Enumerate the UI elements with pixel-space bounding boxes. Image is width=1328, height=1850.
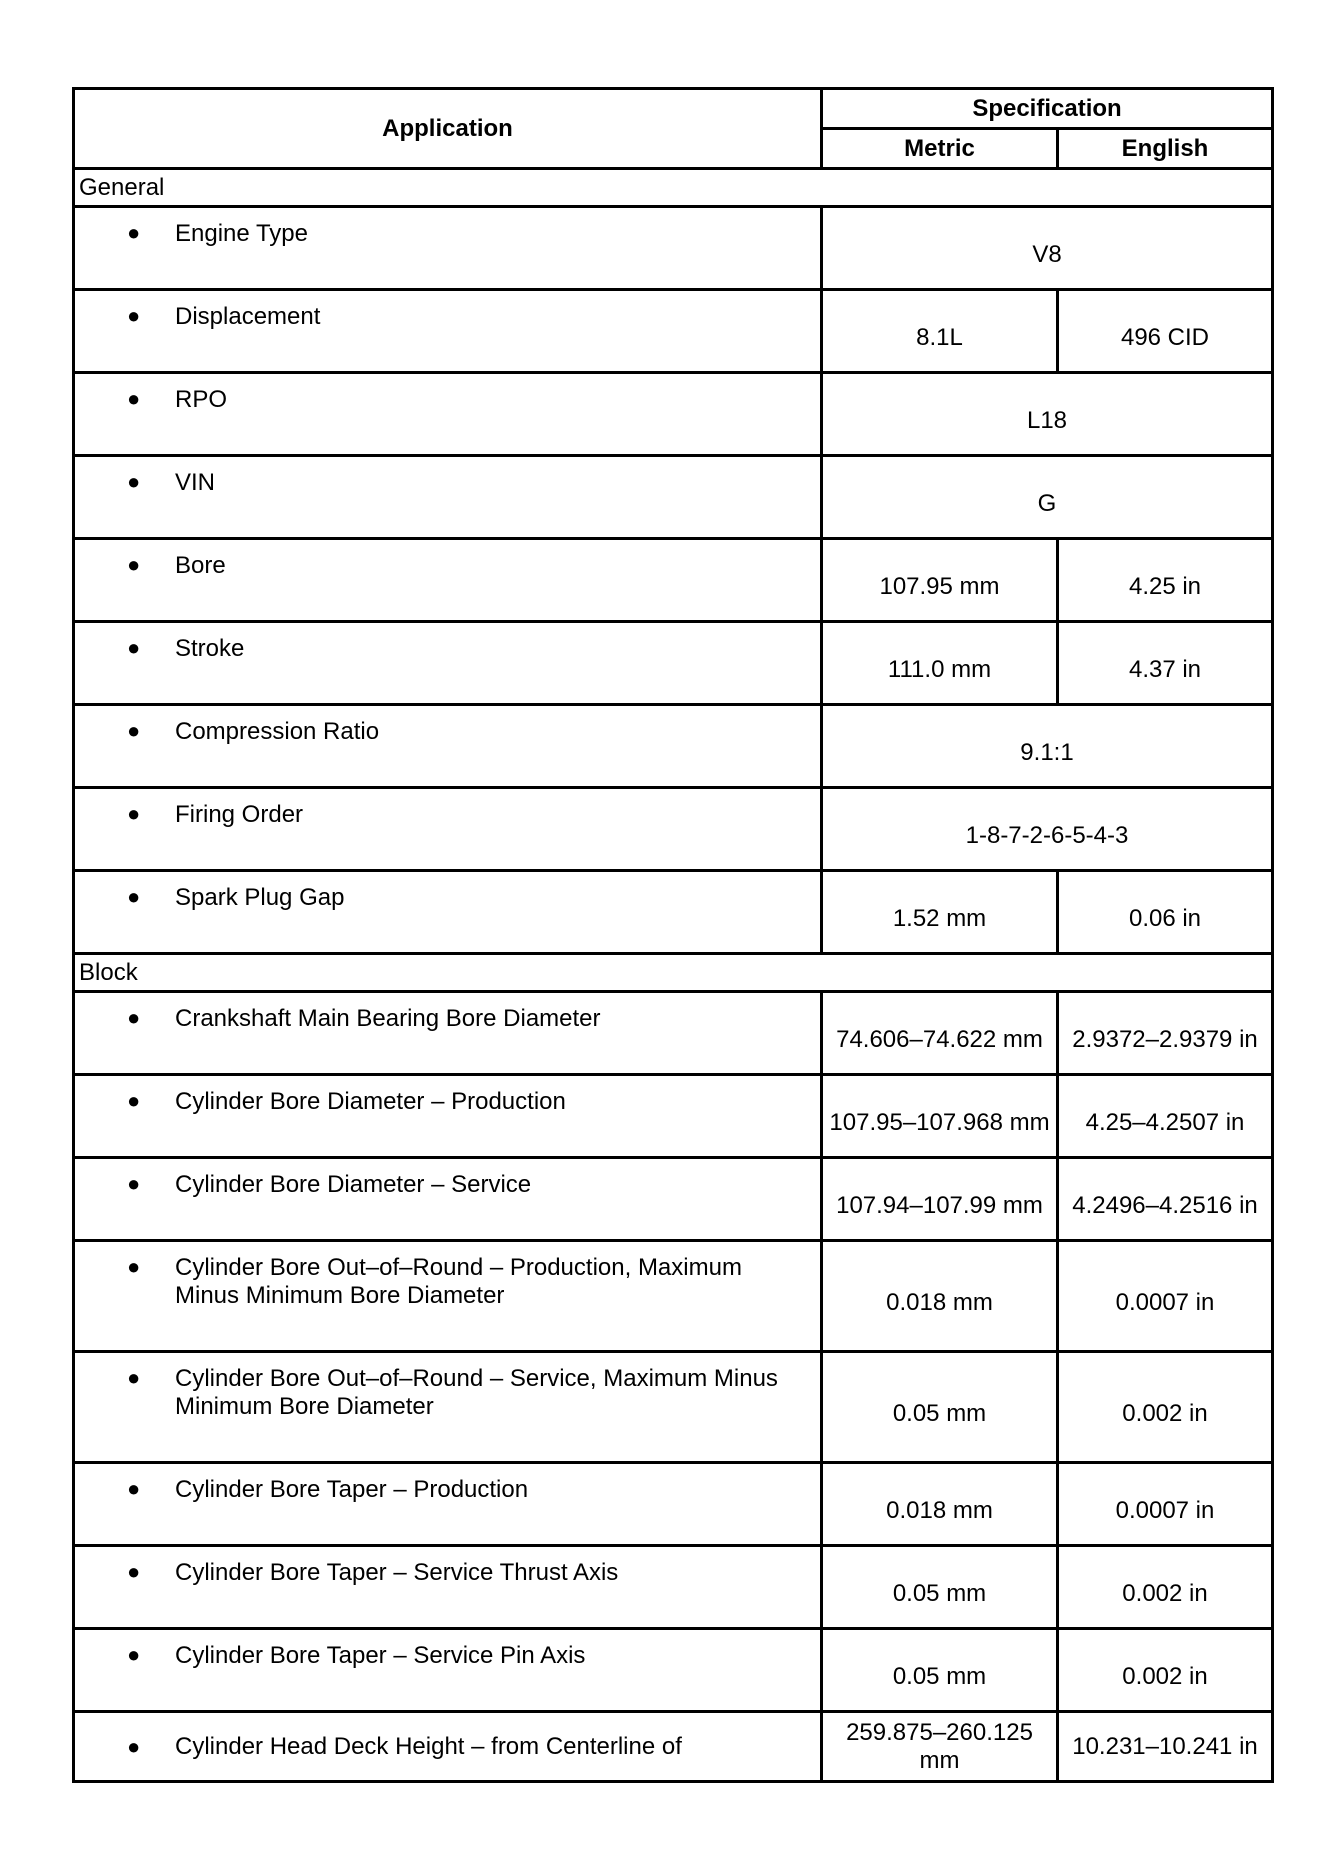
bullet-icon: ● bbox=[127, 635, 141, 660]
application-cell bbox=[74, 992, 822, 1075]
bullet-icon: ● bbox=[127, 1088, 141, 1113]
application-cell bbox=[74, 871, 822, 954]
spec-value-metric: 0.018 mm bbox=[822, 1241, 1058, 1352]
table-row bbox=[74, 788, 1273, 871]
spec-value-metric: 0.018 mm bbox=[822, 1463, 1058, 1546]
spec-value-metric: 1.52 mm bbox=[822, 871, 1058, 954]
application-label: Crankshaft Main Bearing Bore Diameter bbox=[175, 1005, 601, 1032]
section-row bbox=[74, 169, 1273, 207]
spec-value-english: 0.002 in bbox=[1058, 1629, 1273, 1712]
bullet-icon: ● bbox=[127, 1365, 141, 1390]
spec-table-body bbox=[74, 169, 1273, 1782]
table-row bbox=[74, 705, 1273, 788]
spec-value-english: 0.002 in bbox=[1058, 1546, 1273, 1629]
bullet-icon: ● bbox=[127, 303, 141, 328]
spec-value-metric: 0.05 mm bbox=[822, 1546, 1058, 1629]
bullet-icon: ● bbox=[127, 1733, 141, 1759]
bullet-icon: ● bbox=[127, 386, 141, 411]
bullet-icon: ● bbox=[127, 552, 141, 577]
spec-value-english: 4.25 in bbox=[1058, 539, 1273, 622]
table-row bbox=[74, 456, 1273, 539]
spec-value-english: 496 CID bbox=[1058, 290, 1273, 373]
application-cell bbox=[74, 1352, 822, 1463]
header-specification: Specification bbox=[822, 89, 1273, 129]
section-title: General bbox=[74, 169, 1273, 207]
table-row bbox=[74, 207, 1273, 290]
bullet-icon: ● bbox=[127, 884, 141, 909]
bullet-icon: ● bbox=[127, 1559, 141, 1584]
spec-value-metric: 74.606–74.622 mm bbox=[822, 992, 1058, 1075]
application-cell bbox=[74, 539, 822, 622]
bullet-icon: ● bbox=[127, 1642, 141, 1667]
table-row bbox=[74, 1075, 1273, 1158]
table-row bbox=[74, 871, 1273, 954]
application-label: RPO bbox=[175, 386, 228, 413]
application-label: Cylinder Bore Taper – Service Pin Axis bbox=[175, 1642, 586, 1669]
application-cell bbox=[74, 1546, 822, 1629]
application-cell bbox=[74, 1075, 822, 1158]
application-cell bbox=[74, 705, 822, 788]
table-row bbox=[74, 1241, 1273, 1352]
table-row bbox=[74, 373, 1273, 456]
bullet-icon: ● bbox=[127, 1171, 141, 1196]
application-label: Compression Ratio bbox=[175, 718, 380, 745]
header-application: Application bbox=[74, 89, 822, 169]
application-label: VIN bbox=[175, 469, 216, 496]
application-label: Cylinder Bore Out–of–Round – Production, Maximum Minus Minimum Bore Diameter bbox=[175, 1254, 742, 1309]
table-row bbox=[74, 622, 1273, 705]
spec-value-combined: L18 bbox=[822, 373, 1273, 456]
bullet-icon: ● bbox=[127, 801, 141, 826]
spec-value-combined: 9.1:1 bbox=[822, 705, 1273, 788]
application-cell bbox=[74, 456, 822, 539]
spec-value-metric: 107.95–107.968 mm bbox=[822, 1075, 1058, 1158]
application-label: Cylinder Head Deck Height – from Centerline of bbox=[175, 1732, 682, 1760]
spec-value-metric: 0.05 mm bbox=[822, 1629, 1058, 1712]
table-row bbox=[74, 1463, 1273, 1546]
application-cell bbox=[74, 290, 822, 373]
bullet-icon: ● bbox=[127, 718, 141, 743]
application-cell bbox=[74, 622, 822, 705]
spec-value-english: 4.2496–4.2516 in bbox=[1058, 1158, 1273, 1241]
bullet-icon: ● bbox=[127, 220, 141, 245]
application-label: Engine Type bbox=[175, 220, 308, 247]
spec-value-english: 0.002 in bbox=[1058, 1352, 1273, 1463]
section-title: Block bbox=[74, 954, 1273, 992]
bullet-icon: ● bbox=[127, 1005, 141, 1030]
spec-value-english: 0.0007 in bbox=[1058, 1241, 1273, 1352]
table-row bbox=[74, 1546, 1273, 1629]
table-row bbox=[74, 992, 1273, 1075]
spec-value-combined: G bbox=[822, 456, 1273, 539]
bullet-icon: ● bbox=[127, 1476, 141, 1501]
spec-value-english: 0.0007 in bbox=[1058, 1463, 1273, 1546]
table-row bbox=[74, 1158, 1273, 1241]
table-row bbox=[74, 1712, 1273, 1782]
application-cell bbox=[74, 1463, 822, 1546]
application-label: Cylinder Bore Out–of–Round – Service, Maximum Minus Minimum Bore Diameter bbox=[175, 1365, 778, 1420]
engine-spec-table bbox=[72, 87, 1274, 1783]
application-label: Bore bbox=[175, 552, 226, 579]
spec-value-english: 0.06 in bbox=[1058, 871, 1273, 954]
spec-value-english: 4.37 in bbox=[1058, 622, 1273, 705]
section-row bbox=[74, 954, 1273, 992]
application-cell bbox=[74, 1712, 822, 1782]
spec-value-metric: 107.95 mm bbox=[822, 539, 1058, 622]
application-cell bbox=[74, 373, 822, 456]
spec-value-combined: V8 bbox=[822, 207, 1273, 290]
application-cell bbox=[74, 788, 822, 871]
application-label: Cylinder Bore Diameter – Service bbox=[175, 1171, 532, 1198]
application-label: Cylinder Bore Taper – Production bbox=[175, 1476, 529, 1503]
application-label: Cylinder Bore Taper – Service Thrust Axis bbox=[175, 1559, 619, 1586]
application-label: Displacement bbox=[175, 303, 321, 330]
application-label: Firing Order bbox=[175, 801, 304, 828]
spec-value-metric: 107.94–107.99 mm bbox=[822, 1158, 1058, 1241]
application-label: Spark Plug Gap bbox=[175, 884, 345, 911]
bullet-icon: ● bbox=[127, 469, 141, 494]
application-cell bbox=[74, 207, 822, 290]
spec-value-metric: 111.0 mm bbox=[822, 622, 1058, 705]
spec-value-metric: 259.875–260.125 mm bbox=[822, 1712, 1058, 1782]
bullet-icon: ● bbox=[127, 1254, 141, 1279]
table-row bbox=[74, 1352, 1273, 1463]
table-row bbox=[74, 290, 1273, 373]
application-cell bbox=[74, 1629, 822, 1712]
application-cell bbox=[74, 1158, 822, 1241]
spec-value-metric: 8.1L bbox=[822, 290, 1058, 373]
header-metric: Metric bbox=[822, 129, 1058, 169]
application-label: Stroke bbox=[175, 635, 245, 662]
spec-value-english: 2.9372–2.9379 in bbox=[1058, 992, 1273, 1075]
spec-value-english: 10.231–10.241 in bbox=[1058, 1712, 1273, 1782]
application-label: Cylinder Bore Diameter – Production bbox=[175, 1088, 566, 1115]
application-cell bbox=[74, 1241, 822, 1352]
spec-value-english: 4.25–4.2507 in bbox=[1058, 1075, 1273, 1158]
spec-value-metric: 0.05 mm bbox=[822, 1352, 1058, 1463]
spec-value-combined: 1-8-7-2-6-5-4-3 bbox=[822, 788, 1273, 871]
header-english: English bbox=[1058, 129, 1273, 169]
table-row bbox=[74, 539, 1273, 622]
table-row bbox=[74, 1629, 1273, 1712]
